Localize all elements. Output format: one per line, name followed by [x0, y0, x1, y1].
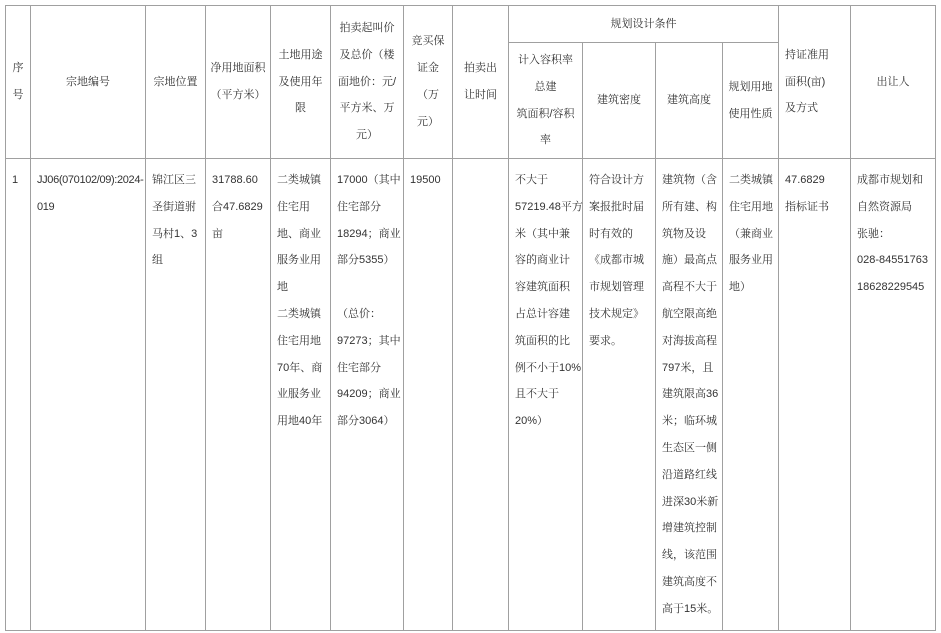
- header-auction-time: 拍卖出 让时间: [453, 6, 509, 159]
- cell-building-height: 建筑物（含 所有建、构 筑物及设 施）最高点 高程不大于 航空限高绝 对海拔高程 797米，且 建筑限高36 米；临环城 生态区一侧 沿道路红线 进深30米新 增建筑控制 线，该范围 建筑高度不 高于15米。: [656, 159, 723, 631]
- header-location: 宗地位置: [146, 6, 206, 159]
- header-planned-land-use: 规划用地 使用性质: [723, 43, 779, 159]
- cell-net-area: 31788.60 合47.6829 亩: [206, 159, 271, 631]
- cell-planned-land-use: 二类城镇 住宅用地 （兼商业 服务业用 地）: [723, 159, 779, 631]
- cell-building-density: 符合设计方 案报批时届 时有效的 《成都市城 市规划管理 技术规定》 要求。: [583, 159, 656, 631]
- header-net-area: 净用地面积 （平方米）: [206, 6, 271, 159]
- header-seq: 序 号: [6, 6, 31, 159]
- cell-parcel-no: JJ06(070102/09):2024- 019: [31, 159, 146, 631]
- cell-deposit: 19500: [404, 159, 453, 631]
- cell-land-use-term: 二类城镇 住宅用 地、商业 服务业用 地 二类城镇 住宅用地 70年、商 业服务业 用地40年: [271, 159, 331, 631]
- header-start-price: 拍卖起叫价 及总价（楼 面地价：元/ 平方米、万 元）: [331, 6, 404, 159]
- cell-location: 锦江区三 圣街道驸 马村1、3 组: [146, 159, 206, 631]
- table-body: [6, 159, 936, 631]
- land-auction-table: [5, 5, 936, 631]
- header-building-density: 建筑密度: [583, 43, 656, 159]
- cell-seq: 1: [6, 159, 31, 631]
- cell-quota-area: 47.6829 指标证书: [779, 159, 851, 631]
- header-land-use-term: 土地用途 及使用年 限: [271, 6, 331, 159]
- header-parcel-no: 宗地编号: [31, 6, 146, 159]
- header-quota-area: 持证准用 面积(亩) 及方式: [779, 6, 851, 159]
- header-transferor: 出让人: [851, 6, 936, 159]
- header-planning-conditions: 规划设计条件: [509, 6, 779, 43]
- header-building-height: 建筑高度: [656, 43, 723, 159]
- header-row-top: [6, 6, 936, 43]
- cell-far-floor-area: 不大于 57219.48平方 米（其中兼 容的商业计 容建筑面积 占总计容建 筑面积的比 例不小于10% 且不大于 20%）: [509, 159, 583, 631]
- header-deposit: 竞买保 证金 （万 元）: [404, 6, 453, 159]
- header-far-floor-area: 计入容积率 总建 筑面积/容积 率: [509, 43, 583, 159]
- cell-auction-time: [453, 159, 509, 631]
- cell-start-price: 17000（其中 住宅部分 18294；商业 部分5355） （总价： 97273；其中 住宅部分 94209；商业 部分3064）: [331, 159, 404, 631]
- cell-transferor: 成都市规划和 自然资源局 张驰： 028-84551763 18628229545: [851, 159, 936, 631]
- table-row: [6, 159, 936, 631]
- table-header: [6, 6, 936, 159]
